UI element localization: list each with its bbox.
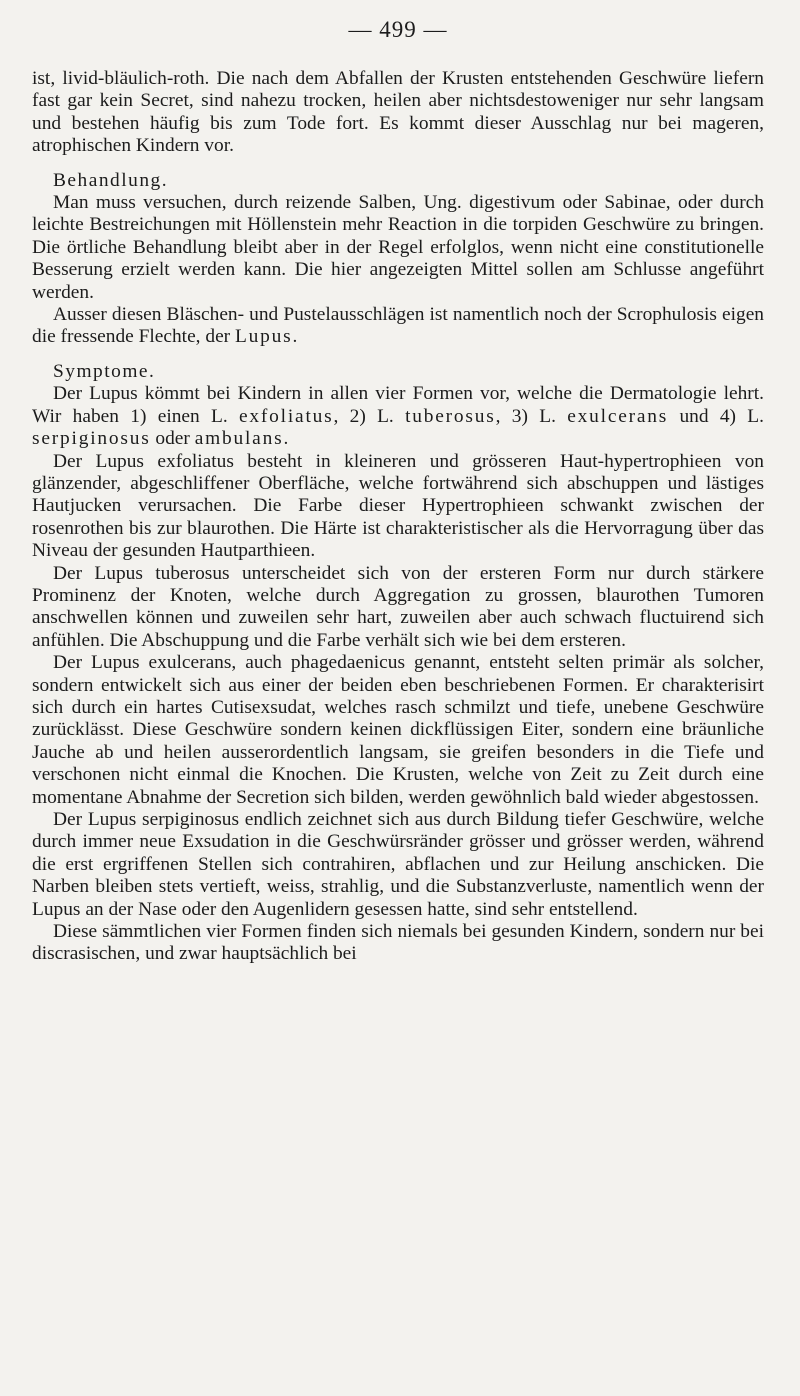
paragraph-4: [32, 383, 764, 450]
paragraph-4-text-e: oder: [150, 428, 195, 450]
section-heading-behandlung: Behandlung.: [53, 169, 169, 191]
paragraph-4-text-d: und 4) L.: [668, 405, 764, 427]
paragraph-3: [32, 304, 764, 349]
paragraph-8: Der Lupus serpiginosus endlich zeichnet sich aus durch Bildung tiefer Geschwüre, welche durch immer neue Exsudation in die Geschwürsränder grösser und grösser werden, während die erst ergriffenen Stellen sich contrahiren, abflachen und zur Heilung anschicken. Die Narben bleiben stets vertieft, weiss, strahlig, und die Substanzverluste, namentlich wenn der Lupus an der Nase oder den Augenlidern gesessen hatte, sind sehr entstellend.: [32, 809, 764, 920]
term-exulcerans: exulcerans: [567, 405, 669, 427]
paragraph-2: Man muss versuchen, durch reizende Salben, Ung. digestivum oder Sabinae, oder durch leichte Bestreichungen mit Höllenstein mehr Reaction in die torpiden Geschwüre zu bringen. Die örtliche Behandlung bleibt aber in der Regel erfolglos, wenn nicht eine constitutionelle Besserung erzielt werden kann. Die hier angezeigten Mittel sollen am Schlusse angeführt werden.: [32, 192, 764, 303]
paragraph-9: Diese sämmtlichen vier Formen finden sich niemals bei gesunden Kindern, sondern nur bei discrasischen, und zwar hauptsächlich bei: [32, 921, 764, 965]
paragraph-4-text-c: , 3) L.: [495, 405, 568, 427]
term-exfoliatus: exfoliatus: [239, 405, 334, 427]
paragraph-6: Der Lupus tuberosus unterscheidet sich von der ersteren Form nur durch stärkere Prominenz der Knoten, welche durch Aggregation zu grossen, blaurothen Tumoren anschwellen können und zuweilen sehr hart, zuweilen aber auch schwach fluctuirend sich anfühlen. Die Abschuppung und die Farbe verhält sich wie bei dem ersteren.: [32, 562, 764, 651]
paragraph-1: ist, livid-bläulich-roth. Die nach dem Abfallen der Krusten entstehenden Geschwüre liefern fast gar kein Secret, sind nahezu trocken, heilen aber nichtsdestoweniger nur sehr langsam und bestehen häufig bis zum Tode fort. Es kommt dieser Ausschlag nur bei mageren, atrophischen Kindern vor.: [32, 68, 764, 157]
paragraph-3-end: .: [292, 326, 298, 348]
paragraph-3-text: Ausser diesen Bläschen- und Pustelausschlägen ist namentlich noch der Scrophulosis eigen die fressende Flechte, der: [32, 304, 764, 348]
paragraph-4-end: .: [283, 428, 289, 450]
term-serpiginosus: serpiginosus: [32, 428, 151, 450]
section-heading-symptome: Symptome.: [53, 360, 156, 382]
page-number: — 499 —: [348, 17, 448, 42]
term-ambulans: ambulans: [194, 428, 284, 450]
paragraph-4-text-b: , 2) L.: [333, 405, 406, 427]
body-text: [32, 68, 764, 966]
paragraph-4-text-a: Der Lupus kömmt bei Kindern in allen vier Formen vor, welche die Dermatologie lehrt. Wir haben 1) einen L.: [32, 383, 764, 427]
term-tuberosus: tuberosus: [405, 405, 496, 427]
paragraph-5: Der Lupus exfoliatus besteht in kleineren und grösseren Haut-hypertrophieen von glänzender, abgeschliffener Oberfläche, welche fortwährend sich abschuppen und lästiges Hautjucken verursachen. Die Farbe dieser Hypertrophieen schwankt zwischen der rosenrothen bis zur blaurothen. Die Härte ist charakteristischer als die Hervorragung über das Niveau der gesunden Hautparthieen.: [32, 450, 764, 562]
lupus-term: Lupus: [234, 326, 293, 348]
paragraph-7: Der Lupus exulcerans, auch phagedaenicus genannt, entsteht selten primär als solcher, sondern entwickelt sich aus einer der beiden eben beschriebenen Formen. Er charakterisirt sich durch ein hartes Cutisexsudat, welches rasch schmilzt und tiefe, unebene Geschwüre zurücklässt. Diese Geschwüre sondern keinen dickflüssigen Eiter, sondern eine bräunliche Jauche ab und heilen ausserordentlich langsam, sie greifen besonders in die Tiefe und verschonen nicht einmal die Knochen. Die Krusten, welche von Zeit zu Zeit durch eine momentane Abnahme der Secretion sich bilden, werden gewöhnlich bald wieder abgestossen.: [32, 652, 764, 808]
